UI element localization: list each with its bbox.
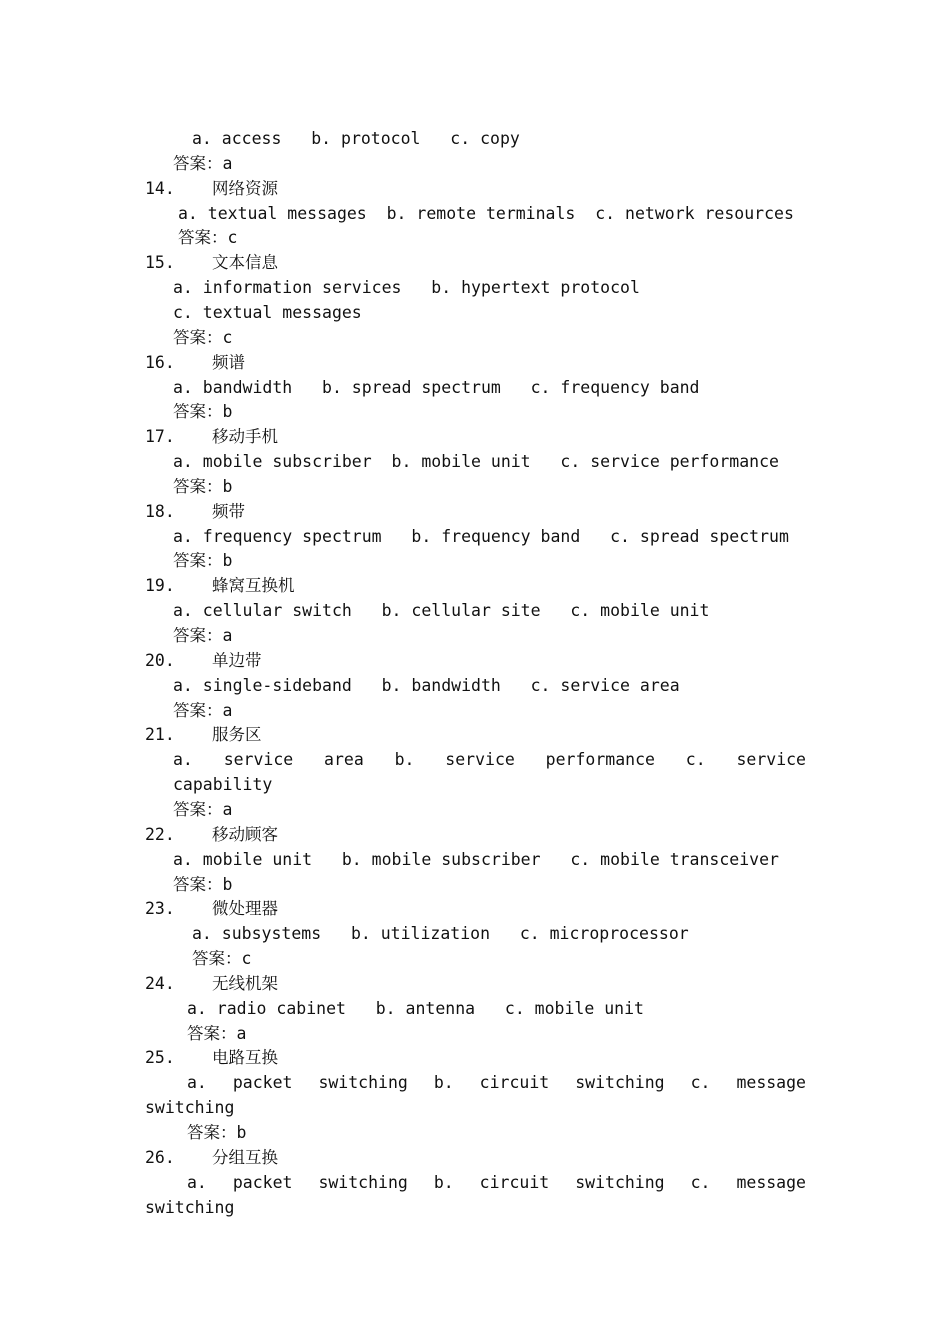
options-text: a. subsystems b. utilization c. microprocessor bbox=[192, 924, 689, 944]
question-term: 微处理器 bbox=[212, 899, 278, 919]
answer-text: 答案：a bbox=[173, 626, 233, 645]
question-term: 频谱 bbox=[212, 352, 245, 372]
answer-text: 答案：a bbox=[187, 1023, 247, 1043]
options-text: a. textual messages b. remote terminals c. network resources bbox=[178, 203, 794, 223]
options-text: switching bbox=[145, 1197, 235, 1217]
question-number: 21. bbox=[145, 725, 175, 745]
options-text: switching bbox=[145, 1098, 235, 1118]
answer-text: 答案：b bbox=[173, 476, 233, 496]
question-term: 频带 bbox=[212, 501, 245, 521]
question-number: 14. bbox=[145, 178, 175, 198]
answer-text: 答案：b bbox=[173, 402, 233, 422]
question-number: 18. bbox=[145, 501, 175, 521]
options-text: a. mobile unit b. mobile subscriber c. mobile transceiver bbox=[173, 849, 779, 869]
answer-text: 答案：b bbox=[187, 1123, 247, 1142]
question-number: 17. bbox=[145, 427, 175, 447]
question-term: 电路互换 bbox=[212, 1048, 278, 1068]
question-number: 22. bbox=[145, 824, 175, 844]
question-number: 24. bbox=[145, 973, 175, 993]
options-text: a. single-sideband b. bandwidth c. service area bbox=[173, 675, 680, 695]
question-term: 移动手机 bbox=[212, 427, 278, 447]
question-number: 19. bbox=[145, 576, 175, 596]
answer-text: 答案：a bbox=[173, 153, 233, 173]
options-text: a. service area b. service performance c. service bbox=[173, 750, 806, 770]
question-number: 16. bbox=[145, 352, 175, 372]
question-term: 蜂窝互换机 bbox=[212, 576, 295, 596]
options-text: c. textual messages bbox=[173, 302, 362, 322]
options-text: a. packet switching b. circuit switching c. message bbox=[187, 1073, 806, 1093]
question-number: 15. bbox=[145, 253, 175, 273]
answer-text: 答案：a bbox=[173, 700, 233, 720]
options-text: a. information services b. hypertext protocol bbox=[173, 278, 640, 298]
question-term: 网络资源 bbox=[212, 178, 278, 198]
options-text: a. access b. protocol c. copy bbox=[192, 129, 520, 148]
question-number: 20. bbox=[145, 650, 175, 670]
options-text: capability bbox=[173, 775, 273, 795]
options-text: a. bandwidth b. spread spectrum c. frequency band bbox=[173, 377, 700, 397]
answer-text: 答案：c bbox=[173, 327, 233, 347]
answer-text: 答案：b bbox=[173, 551, 233, 571]
question-number: 25. bbox=[145, 1048, 175, 1068]
question-term: 单边带 bbox=[212, 650, 262, 670]
answer-text: 答案：b bbox=[173, 874, 233, 894]
question-term: 服务区 bbox=[212, 725, 262, 745]
options-text: a. frequency spectrum b. frequency band c. spread spectrum bbox=[173, 526, 789, 546]
answer-text: 答案：a bbox=[173, 799, 233, 819]
question-term: 移动顾客 bbox=[212, 824, 278, 844]
question-term: 文本信息 bbox=[212, 253, 278, 273]
answer-text: 答案：c bbox=[192, 949, 252, 969]
options-text: a. packet switching b. circuit switching c. message bbox=[187, 1172, 806, 1192]
options-text: a. mobile subscriber b. mobile unit c. service performance bbox=[173, 452, 779, 472]
question-term: 分组互换 bbox=[212, 1147, 278, 1167]
question-number: 26. bbox=[145, 1147, 175, 1167]
question-number: 23. bbox=[145, 899, 175, 919]
answer-text: 答案：c bbox=[178, 228, 238, 248]
question-term: 无线机架 bbox=[212, 973, 278, 993]
options-text: a. radio cabinet b. antenna c. mobile unit bbox=[187, 998, 644, 1018]
options-text: a. cellular switch b. cellular site c. mobile unit bbox=[173, 601, 710, 621]
